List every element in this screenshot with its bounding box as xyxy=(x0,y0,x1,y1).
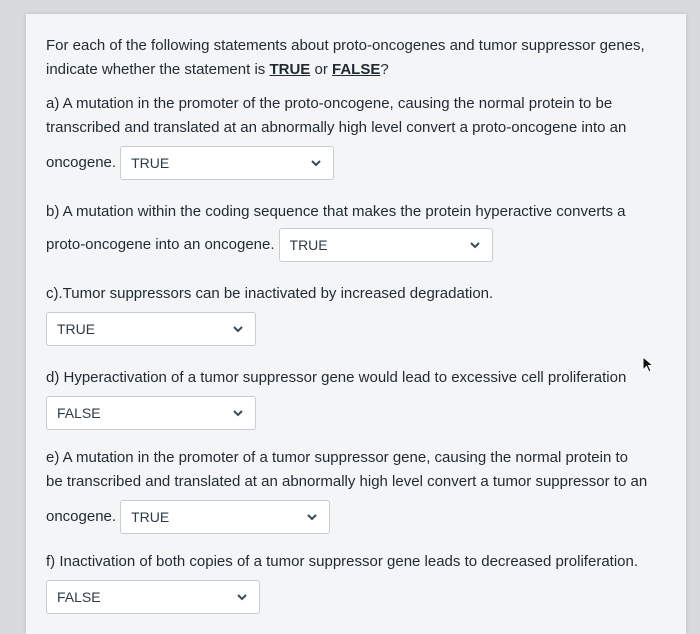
statement-a xyxy=(46,92,666,180)
statement-b-line-1: b) A mutation within the coding sequence that makes the protein hyperactive converts a xyxy=(46,203,626,220)
answer-select-a-value: TRUE xyxy=(131,155,170,171)
statement-f xyxy=(46,550,666,614)
statement-f-line-1: f) Inactivation of both copies of a tumor suppressor gene leads to decreased proliferation. xyxy=(46,553,639,570)
question-prompt xyxy=(46,34,666,82)
or-word: or xyxy=(310,61,332,78)
answer-select-e-value: TRUE xyxy=(131,509,170,525)
answer-select-d[interactable] xyxy=(46,396,256,430)
chevron-down-icon xyxy=(231,322,245,336)
answer-select-f-value: FALSE xyxy=(57,589,101,605)
answer-select-f[interactable] xyxy=(46,580,260,614)
answer-select-b[interactable] xyxy=(279,228,493,262)
statement-c-line-1: c).Tumor suppressors can be inactivated by increased degradation. xyxy=(46,285,494,302)
statement-d-line-1: d) Hyperactivation of a tumor suppressor gene would lead to excessive cell proliferation xyxy=(46,369,627,386)
statement-b xyxy=(46,200,666,262)
statement-a-tail: oncogene. xyxy=(46,154,117,171)
statement-d xyxy=(46,366,666,430)
statement-b-tail: proto-oncogene into an oncogene. xyxy=(46,236,275,253)
mouse-pointer-icon xyxy=(642,356,656,374)
statement-e xyxy=(46,446,666,534)
question-mark: ? xyxy=(380,61,389,78)
false-keyword: FALSE xyxy=(332,61,381,78)
statement-e-line-1: e) A mutation in the promoter of a tumor suppressor gene, causing the normal protein to xyxy=(46,449,628,466)
answer-select-c[interactable] xyxy=(46,312,256,346)
prompt-line-2-prefix: indicate whether the statement is xyxy=(46,61,270,78)
chevron-down-icon xyxy=(235,590,249,604)
chevron-down-icon xyxy=(305,510,319,524)
true-keyword: TRUE xyxy=(269,61,311,78)
prompt-line-1: For each of the following statements about proto-oncogenes and tumor suppressor genes, xyxy=(46,37,645,54)
answer-select-a[interactable] xyxy=(120,146,334,180)
chevron-down-icon xyxy=(231,406,245,420)
answer-select-e[interactable] xyxy=(120,500,330,534)
answer-select-c-value: TRUE xyxy=(57,321,96,337)
chevron-down-icon xyxy=(309,156,323,170)
answer-select-d-value: FALSE xyxy=(57,405,101,421)
statement-a-line-2: transcribed and translated at an abnormally high level convert a proto-oncogene into an xyxy=(46,119,627,136)
statement-e-tail: oncogene. xyxy=(46,508,117,525)
chevron-down-icon xyxy=(468,238,482,252)
quiz-question-card xyxy=(26,14,686,634)
statement-c xyxy=(46,282,666,346)
answer-select-b-value: TRUE xyxy=(289,237,328,253)
statement-a-line-1: a) A mutation in the promoter of the proto-oncogene, causing the normal protein to be xyxy=(46,95,613,112)
statement-e-line-2: be transcribed and translated at an abnormally high level convert a tumor suppressor to an xyxy=(46,473,648,490)
